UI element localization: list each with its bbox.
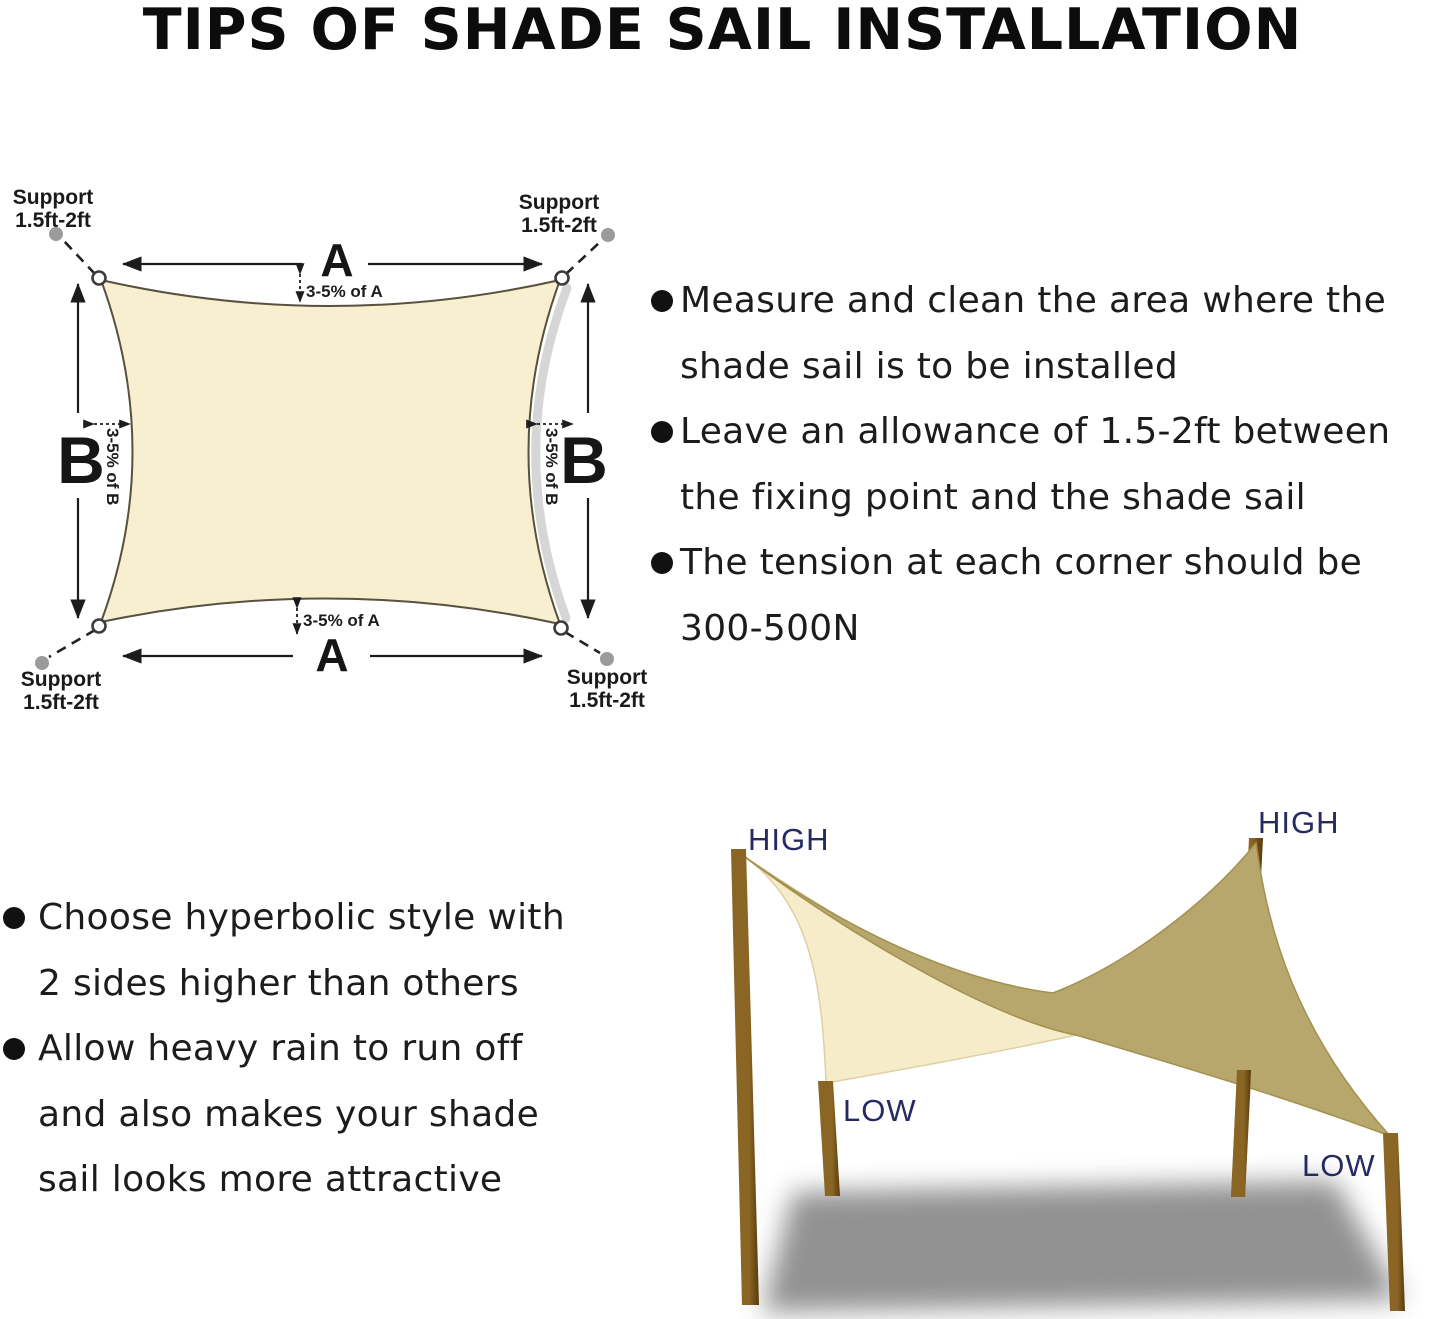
bullet-dot xyxy=(651,290,673,312)
corner-ring-top-left xyxy=(93,272,106,285)
post-low-left xyxy=(818,1081,840,1196)
tips-list-right xyxy=(640,268,1440,661)
support-label-bottom-left xyxy=(18,668,104,714)
post-high-right-lower xyxy=(1231,1070,1251,1197)
bullet-dot xyxy=(3,907,25,929)
tips-list-left xyxy=(0,885,630,1213)
sag-a-label-bottom: 3-5% of A xyxy=(303,611,380,630)
high-label-left: HIGH xyxy=(748,822,830,857)
tip-text: shade sail is to be installed xyxy=(680,345,1179,387)
dim-b-label-left: B xyxy=(57,423,105,497)
tip-text: and also makes your shade xyxy=(38,1093,540,1135)
tip-text: Choose hyperbolic style with xyxy=(38,897,565,938)
bullet-dot xyxy=(3,1038,25,1060)
tip-line xyxy=(640,465,1440,531)
tip-text: Allow heavy rain to run off xyxy=(38,1028,523,1069)
sag-b-label-left: 3-5% of B xyxy=(103,428,122,506)
ground-shadow xyxy=(762,1181,1402,1312)
tip-line xyxy=(640,530,1440,596)
tip-text: Leave an allowance of 1.5-2ft between xyxy=(680,411,1391,452)
support-label-top-right xyxy=(516,191,602,237)
tip-text: 300-500N xyxy=(680,607,860,649)
dim-a-label-bottom: A xyxy=(315,629,349,681)
tip-line xyxy=(640,399,1440,465)
sag-b-label-right: 3-5% of B xyxy=(542,428,561,506)
support-dot-top-right xyxy=(601,228,615,242)
support-word: Support xyxy=(566,666,648,689)
tip-text: sail looks more attractive xyxy=(38,1159,503,1200)
tip-line xyxy=(0,1147,630,1213)
support-line-top-left xyxy=(64,241,95,274)
dim-b-label-right: B xyxy=(560,423,608,497)
page-title: TIPS OF SHADE SAIL INSTALLATION xyxy=(142,0,1303,63)
support-range: 1.5ft-2ft xyxy=(569,689,645,712)
tip-text: 2 sides higher than others xyxy=(38,962,519,1004)
support-word: Support xyxy=(518,191,600,214)
bullet-dot xyxy=(651,421,673,443)
sag-a-label-top: 3-5% of A xyxy=(306,282,383,301)
corner-ring-top-right xyxy=(556,272,569,285)
tip-text: the fixing point and the shade sail xyxy=(680,476,1306,518)
support-word: Support xyxy=(20,668,102,691)
support-label-bottom-right xyxy=(564,666,650,712)
corner-ring-bottom-left xyxy=(93,620,106,633)
high-label-right: HIGH xyxy=(1258,805,1340,840)
support-range: 1.5ft-2ft xyxy=(23,691,99,714)
measurement-diagram xyxy=(0,170,680,730)
support-dot-bottom-right xyxy=(600,652,614,666)
corner-ring-bottom-right xyxy=(555,622,568,635)
support-word: Support xyxy=(12,186,94,209)
tip-text: The tension at each corner should be xyxy=(680,542,1363,583)
hyperbolic-sail-illustration xyxy=(640,780,1445,1319)
support-range: 1.5ft-2ft xyxy=(15,209,91,232)
support-range: 1.5ft-2ft xyxy=(521,214,597,237)
support-line-top-right xyxy=(566,242,600,274)
tip-line xyxy=(640,596,1440,662)
tip-line xyxy=(0,1082,630,1148)
support-line-bottom-right xyxy=(565,632,600,653)
bullet-dot xyxy=(651,552,673,574)
dim-a-label-top: A xyxy=(320,234,354,286)
support-label-top-left xyxy=(10,186,96,232)
support-line-bottom-left xyxy=(49,630,95,657)
tip-line xyxy=(0,951,630,1017)
tip-line xyxy=(640,268,1440,334)
tip-line xyxy=(0,1016,630,1082)
tip-line xyxy=(640,334,1440,400)
low-label-right: LOW xyxy=(1302,1148,1376,1183)
tip-line xyxy=(0,885,630,951)
low-label-left: LOW xyxy=(843,1093,917,1128)
shade-sail-shape xyxy=(101,280,560,624)
tip-text: Measure and clean the area where the xyxy=(680,280,1387,321)
post-high-left xyxy=(731,849,759,1305)
